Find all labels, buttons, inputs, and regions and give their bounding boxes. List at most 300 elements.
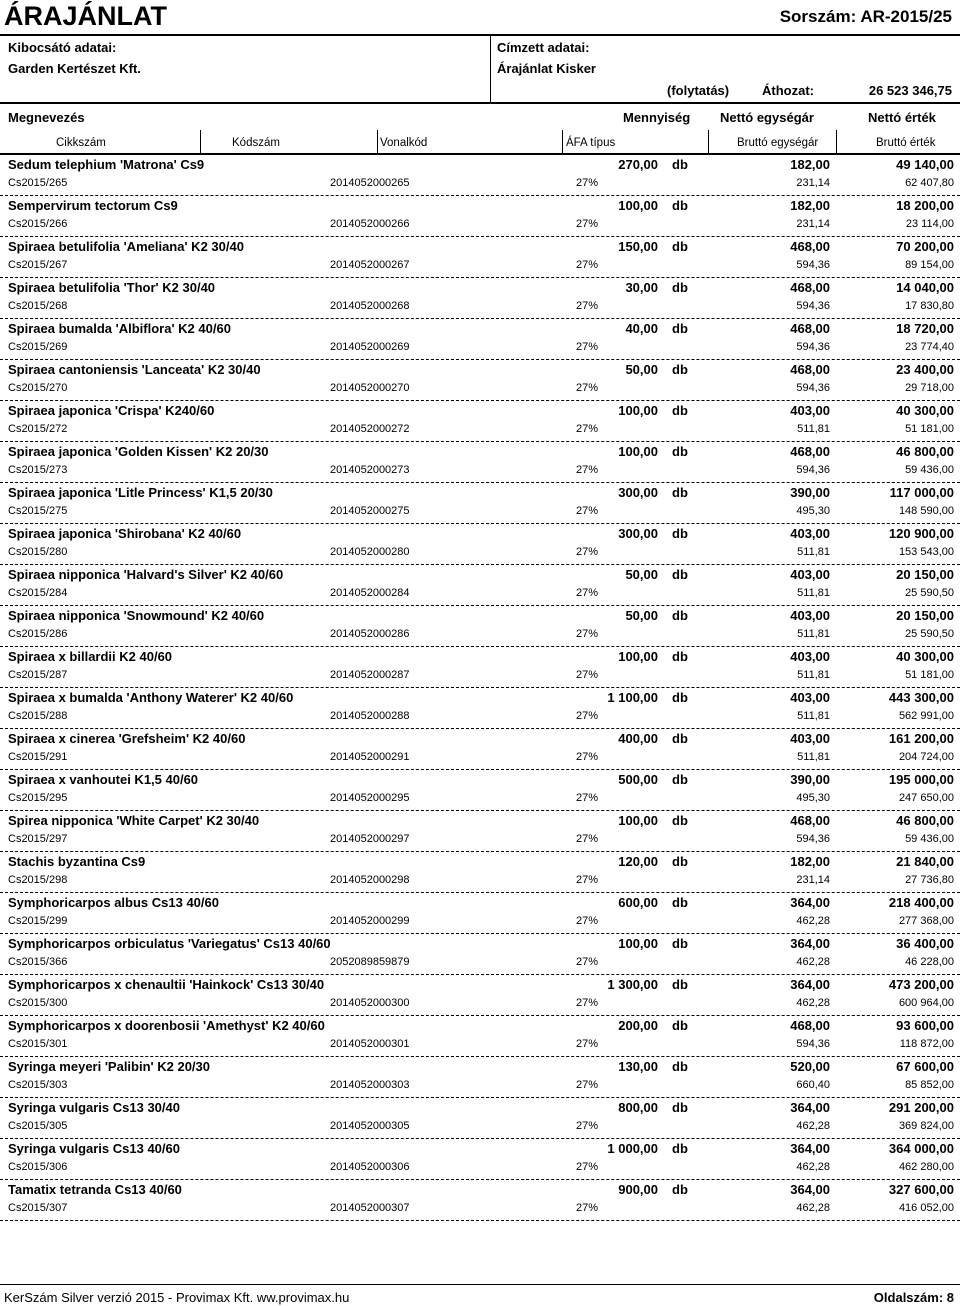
item-gross-total: 23 774,40	[905, 341, 954, 353]
document-title: ÁRAJÁNLAT	[4, 1, 167, 31]
item-barcode: 2014052000270	[330, 382, 410, 394]
item-quantity: 600,00	[618, 895, 658, 910]
item-quantity: 200,00	[618, 1018, 658, 1033]
item-name: Spiraea nipponica 'Halvard's Silver' K2 40/60	[8, 567, 284, 582]
item-gross-total: 29 718,00	[905, 382, 954, 394]
issuer-name: Garden Kertészet Kft.	[8, 61, 141, 76]
item-vat: 27%	[576, 669, 599, 681]
item-barcode: 2014052000306	[330, 1161, 410, 1173]
item-net-unit-price: 468,00	[790, 813, 830, 828]
item-quantity: 270,00	[618, 157, 658, 172]
item-net-total: 18 200,00	[896, 198, 954, 213]
item-detail-row	[0, 380, 960, 401]
item-gross-unit-price: 660,40	[796, 1079, 830, 1091]
item-name: Symphoricarpos x chenaultii 'Hainkock' Cs13 30/40	[8, 977, 325, 992]
item-gross-total: 25 590,50	[905, 587, 954, 599]
item-barcode: 2014052000280	[330, 546, 410, 558]
item-name: Stachis byzantina Cs9	[8, 854, 146, 869]
item-net-unit-price: 364,00	[790, 1100, 830, 1115]
header-divider	[490, 35, 491, 103]
item-quantity: 1 300,00	[607, 977, 658, 992]
item-row	[0, 688, 960, 708]
item-vat: 27%	[576, 382, 599, 394]
item-row	[0, 606, 960, 626]
item-gross-unit-price: 594,36	[796, 300, 830, 312]
item-net-unit-price: 364,00	[790, 895, 830, 910]
item-detail-row	[0, 749, 960, 770]
footer-software: KerSzám Silver verzió 2015 - Provimax Kft. ww.provimax.hu	[4, 1290, 350, 1305]
item-row	[0, 442, 960, 462]
item-row	[0, 401, 960, 421]
item-gross-total: 562 991,00	[898, 710, 954, 722]
item-gross-unit-price: 594,36	[796, 464, 830, 476]
item-gross-total: 277 368,00	[898, 915, 954, 927]
item-row	[0, 319, 960, 339]
item-detail-row	[0, 585, 960, 606]
item-vat: 27%	[576, 1038, 599, 1050]
item-vat: 27%	[576, 833, 599, 845]
header-rule-top	[0, 34, 960, 36]
item-net-unit-price: 403,00	[790, 403, 830, 418]
item-code: Cs2015/267	[8, 259, 68, 271]
item-net-total: 21 840,00	[896, 854, 954, 869]
carry-value: 26 523 346,75	[868, 83, 952, 98]
item-net-unit-price: 468,00	[790, 239, 830, 254]
item-vat: 27%	[576, 341, 599, 353]
item-detail-row	[0, 257, 960, 278]
item-vat: 27%	[576, 218, 599, 230]
item-code: Cs2015/300	[8, 997, 68, 1009]
item-net-unit-price: 364,00	[790, 936, 830, 951]
item-row	[0, 237, 960, 257]
item-row	[0, 729, 960, 749]
item-detail-row	[0, 544, 960, 565]
item-unit: db	[672, 198, 688, 213]
item-net-total: 49 140,00	[896, 157, 954, 172]
item-gross-total: 27 736,80	[905, 874, 954, 886]
item-detail-row	[0, 667, 960, 688]
issuer-label: Kibocsátó adatai:	[8, 40, 117, 55]
item-barcode: 2014052000307	[330, 1202, 410, 1214]
item-detail-row	[0, 503, 960, 524]
item-barcode: 2014052000266	[330, 218, 410, 230]
recipient-name: Árajánlat Kisker	[497, 61, 596, 76]
item-quantity: 50,00	[625, 362, 658, 377]
item-code: Cs2015/366	[8, 956, 68, 968]
col-divider	[377, 130, 378, 154]
item-gross-unit-price: 594,36	[796, 259, 830, 271]
item-vat: 27%	[576, 915, 599, 927]
item-net-total: 120 900,00	[888, 526, 954, 541]
item-gross-total: 46 228,00	[905, 956, 954, 968]
item-net-unit-price: 403,00	[790, 526, 830, 541]
item-net-total: 473 200,00	[888, 977, 954, 992]
item-code: Cs2015/297	[8, 833, 68, 845]
item-unit: db	[672, 485, 688, 500]
item-name: Syringa meyeri 'Palibin' K2 20/30	[8, 1059, 211, 1074]
item-code: Cs2015/273	[8, 464, 68, 476]
item-net-unit-price: 468,00	[790, 444, 830, 459]
item-net-total: 18 720,00	[896, 321, 954, 336]
item-vat: 27%	[576, 710, 599, 722]
item-quantity: 1 100,00	[607, 690, 658, 705]
item-detail-row	[0, 790, 960, 811]
item-quantity: 400,00	[618, 731, 658, 746]
item-gross-unit-price: 462,28	[796, 997, 830, 1009]
item-gross-total: 148 590,00	[898, 505, 954, 517]
item-barcode: 2014052000287	[330, 669, 410, 681]
col-name: Megnevezés	[8, 110, 85, 125]
item-gross-unit-price: 495,30	[796, 792, 830, 804]
item-detail-row	[0, 626, 960, 647]
item-vat: 27%	[576, 874, 599, 886]
item-gross-unit-price: 462,28	[796, 1120, 830, 1132]
item-name: Syringa vulgaris Cs13 40/60	[8, 1141, 180, 1156]
item-code: Cs2015/301	[8, 1038, 68, 1050]
item-net-unit-price: 468,00	[790, 1018, 830, 1033]
item-detail-row	[0, 216, 960, 237]
item-gross-total: 600 964,00	[898, 997, 954, 1009]
item-unit: db	[672, 690, 688, 705]
item-net-unit-price: 403,00	[790, 690, 830, 705]
item-quantity: 150,00	[618, 239, 658, 254]
item-quantity: 100,00	[618, 813, 658, 828]
item-barcode: 2014052000299	[330, 915, 410, 927]
item-quantity: 30,00	[625, 280, 658, 295]
continued-label: (folytatás)	[667, 83, 730, 98]
item-vat: 27%	[576, 1120, 599, 1132]
item-gross-total: 62 407,80	[905, 177, 954, 189]
item-unit: db	[672, 526, 688, 541]
item-gross-total: 59 436,00	[905, 464, 954, 476]
item-gross-unit-price: 594,36	[796, 833, 830, 845]
item-gross-unit-price: 511,81	[797, 628, 830, 640]
item-quantity: 100,00	[618, 936, 658, 951]
item-quantity: 100,00	[618, 403, 658, 418]
item-unit: db	[672, 772, 688, 787]
item-quantity: 100,00	[618, 198, 658, 213]
carry-label: Áthozat:	[762, 83, 814, 98]
item-unit: db	[672, 1100, 688, 1115]
item-net-total: 195 000,00	[888, 772, 954, 787]
item-net-total: 218 400,00	[888, 895, 954, 910]
item-gross-total: 153 543,00	[898, 546, 954, 558]
item-row	[0, 811, 960, 831]
item-gross-unit-price: 594,36	[796, 341, 830, 353]
item-name: Sedum telephium 'Matrona' Cs9	[8, 157, 205, 172]
item-barcode: 2014052000265	[330, 177, 410, 189]
item-net-total: 67 600,00	[896, 1059, 954, 1074]
item-unit: db	[672, 403, 688, 418]
item-detail-row	[0, 708, 960, 729]
item-barcode: 2014052000273	[330, 464, 410, 476]
item-row	[0, 770, 960, 790]
item-unit: db	[672, 1182, 688, 1197]
item-row	[0, 852, 960, 872]
item-code: Cs2015/295	[8, 792, 68, 804]
item-row	[0, 934, 960, 954]
item-gross-unit-price: 511,81	[797, 751, 830, 763]
item-gross-unit-price: 462,28	[796, 915, 830, 927]
item-net-total: 36 400,00	[896, 936, 954, 951]
item-net-total: 443 300,00	[888, 690, 954, 705]
item-gross-unit-price: 511,81	[797, 546, 830, 558]
item-net-total: 70 200,00	[896, 239, 954, 254]
item-vat: 27%	[576, 1161, 599, 1173]
item-detail-row	[0, 298, 960, 319]
item-vat: 27%	[576, 259, 599, 271]
item-quantity: 120,00	[618, 854, 658, 869]
item-barcode: 2014052000269	[330, 341, 410, 353]
item-vat: 27%	[576, 300, 599, 312]
item-net-unit-price: 403,00	[790, 649, 830, 664]
item-vat: 27%	[576, 505, 599, 517]
item-row	[0, 278, 960, 298]
item-code: Cs2015/266	[8, 218, 68, 230]
item-unit: db	[672, 813, 688, 828]
item-gross-total: 204 724,00	[898, 751, 954, 763]
item-gross-unit-price: 462,28	[796, 1161, 830, 1173]
item-vat: 27%	[576, 1079, 599, 1091]
item-name: Spiraea betulifolia 'Ameliana' K2 30/40	[8, 239, 244, 254]
item-unit: db	[672, 1141, 688, 1156]
item-barcode: 2052089859879	[330, 956, 410, 968]
item-code: Cs2015/298	[8, 874, 68, 886]
item-code: Cs2015/269	[8, 341, 68, 353]
item-barcode: 2014052000272	[330, 423, 410, 435]
item-net-unit-price: 403,00	[790, 567, 830, 582]
item-gross-unit-price: 462,28	[796, 956, 830, 968]
col-net-total: Nettó érték	[868, 110, 936, 125]
item-barcode: 2014052000284	[330, 587, 410, 599]
item-quantity: 50,00	[625, 567, 658, 582]
item-gross-unit-price: 231,14	[796, 177, 830, 189]
item-gross-unit-price: 594,36	[796, 382, 830, 394]
item-name: Spiraea x vanhoutei K1,5 40/60	[8, 772, 199, 787]
item-gross-total: 247 650,00	[898, 792, 954, 804]
col-divider	[562, 130, 563, 154]
item-row	[0, 483, 960, 503]
col-vat: ÁFA típus	[566, 137, 616, 149]
item-row	[0, 1180, 960, 1200]
item-vat: 27%	[576, 997, 599, 1009]
col-divider	[200, 130, 201, 154]
item-net-total: 327 600,00	[888, 1182, 954, 1197]
item-net-unit-price: 468,00	[790, 321, 830, 336]
item-row	[0, 1057, 960, 1077]
item-net-unit-price: 390,00	[790, 485, 830, 500]
item-code: Cs2015/287	[8, 669, 68, 681]
item-detail-row	[0, 175, 960, 196]
item-net-unit-price: 468,00	[790, 280, 830, 295]
item-gross-unit-price: 495,30	[796, 505, 830, 517]
item-barcode: 2014052000286	[330, 628, 410, 640]
item-net-unit-price: 403,00	[790, 608, 830, 623]
item-quantity: 130,00	[618, 1059, 658, 1074]
item-vat: 27%	[576, 177, 599, 189]
item-vat: 27%	[576, 628, 599, 640]
item-barcode: 2014052000301	[330, 1038, 410, 1050]
item-net-unit-price: 182,00	[790, 157, 830, 172]
item-gross-unit-price: 511,81	[797, 587, 830, 599]
item-name: Symphoricarpos x doorenbosii 'Amethyst' K2 40/60	[8, 1018, 325, 1033]
item-gross-unit-price: 231,14	[796, 874, 830, 886]
item-code: Cs2015/291	[8, 751, 68, 763]
item-row	[0, 893, 960, 913]
item-row	[0, 1139, 960, 1159]
footer-rule	[0, 1284, 960, 1285]
item-name: Symphoricarpos orbiculatus 'Variegatus' Cs13 40/60	[8, 936, 331, 951]
item-vat: 27%	[576, 1202, 599, 1214]
item-detail-row	[0, 831, 960, 852]
item-code: Cs2015/288	[8, 710, 68, 722]
item-detail-row	[0, 462, 960, 483]
item-quantity: 100,00	[618, 444, 658, 459]
item-unit: db	[672, 731, 688, 746]
item-gross-total: 118 872,00	[899, 1038, 954, 1050]
item-net-unit-price: 182,00	[790, 198, 830, 213]
item-gross-unit-price: 231,14	[796, 218, 830, 230]
item-gross-total: 23 114,00	[905, 218, 954, 230]
item-row	[0, 524, 960, 544]
item-detail-row	[0, 872, 960, 893]
item-barcode: 2014052000267	[330, 259, 410, 271]
item-barcode: 2014052000297	[330, 833, 410, 845]
item-net-total: 14 040,00	[896, 280, 954, 295]
item-name: Syringa vulgaris Cs13 30/40	[8, 1100, 180, 1115]
item-net-total: 40 300,00	[896, 403, 954, 418]
item-code: Cs2015/270	[8, 382, 68, 394]
item-name: Spiraea betulifolia 'Thor' K2 30/40	[8, 280, 216, 295]
item-row	[0, 155, 960, 175]
item-unit: db	[672, 362, 688, 377]
col-gross-total: Bruttó érték	[876, 137, 936, 149]
item-detail-row	[0, 1036, 960, 1057]
item-quantity: 900,00	[618, 1182, 658, 1197]
item-row	[0, 196, 960, 216]
item-unit: db	[672, 321, 688, 336]
item-quantity: 800,00	[618, 1100, 658, 1115]
item-gross-unit-price: 511,81	[797, 423, 830, 435]
item-barcode: 2014052000298	[330, 874, 410, 886]
item-name: Spiraea bumalda 'Albiflora' K2 40/60	[8, 321, 231, 336]
item-unit: db	[672, 239, 688, 254]
item-quantity: 500,00	[618, 772, 658, 787]
item-net-total: 20 150,00	[896, 567, 954, 582]
item-net-unit-price: 390,00	[790, 772, 830, 787]
item-name: Sempervirum tectorum Cs9	[8, 198, 178, 213]
item-row	[0, 1098, 960, 1118]
item-vat: 27%	[576, 792, 599, 804]
item-row	[0, 647, 960, 667]
item-detail-row	[0, 339, 960, 360]
item-row	[0, 975, 960, 995]
col-gross-unit: Bruttó egységár	[737, 137, 819, 149]
item-net-unit-price: 364,00	[790, 1182, 830, 1197]
col-qty: Mennyiség	[623, 110, 691, 125]
item-name: Spiraea x bumalda 'Anthony Waterer' K2 40/60	[8, 690, 294, 705]
item-code: Cs2015/265	[8, 177, 68, 189]
item-gross-total: 59 436,00	[905, 833, 954, 845]
item-name: Spirea nipponica 'White Carpet' K2 30/40	[8, 813, 260, 828]
item-gross-total: 51 181,00	[905, 669, 954, 681]
recipient-label: Címzett adatai:	[497, 40, 590, 55]
item-detail-row	[0, 1200, 960, 1221]
item-net-total: 117 000,00	[889, 485, 954, 500]
item-gross-total: 462 280,00	[898, 1161, 954, 1173]
item-gross-total: 51 181,00	[905, 423, 954, 435]
item-barcode: 2014052000305	[330, 1120, 410, 1132]
item-vat: 27%	[576, 423, 599, 435]
item-name: Spiraea cantoniensis 'Lanceata' K2 30/40	[8, 362, 261, 377]
item-detail-row	[0, 1077, 960, 1098]
item-detail-row	[0, 421, 960, 442]
item-net-unit-price: 364,00	[790, 1141, 830, 1156]
item-barcode: 2014052000303	[330, 1079, 410, 1091]
item-net-total: 161 200,00	[888, 731, 954, 746]
item-net-unit-price: 520,00	[790, 1059, 830, 1074]
item-vat: 27%	[576, 464, 599, 476]
item-barcode: 2014052000288	[330, 710, 410, 722]
item-net-total: 46 800,00	[896, 444, 954, 459]
item-unit: db	[672, 977, 688, 992]
header-rule-mid	[0, 102, 960, 104]
item-row	[0, 565, 960, 585]
item-net-total: 23 400,00	[896, 362, 954, 377]
item-barcode: 2014052000275	[330, 505, 410, 517]
item-gross-total: 17 830,80	[905, 300, 954, 312]
item-gross-total: 416 052,00	[898, 1202, 954, 1214]
item-unit: db	[672, 936, 688, 951]
item-detail-row	[0, 1118, 960, 1139]
item-name: Spiraea japonica 'Shirobana' K2 40/60	[8, 526, 242, 541]
item-quantity: 300,00	[618, 526, 658, 541]
item-net-total: 93 600,00	[896, 1018, 954, 1033]
item-code: Cs2015/305	[8, 1120, 68, 1132]
item-net-unit-price: 182,00	[790, 854, 830, 869]
col-divider	[836, 130, 837, 154]
item-row	[0, 360, 960, 380]
item-gross-total: 369 824,00	[898, 1120, 954, 1132]
col-divider	[708, 130, 709, 154]
item-name: Spiraea nipponica 'Snowmound' K2 40/60	[8, 608, 265, 623]
item-name: Spiraea japonica 'Crispa' K240/60	[8, 403, 215, 418]
item-vat: 27%	[576, 956, 599, 968]
item-code: Cs2015/280	[8, 546, 68, 558]
item-code: Cs2015/272	[8, 423, 68, 435]
item-net-total: 46 800,00	[896, 813, 954, 828]
item-vat: 27%	[576, 546, 599, 558]
item-gross-total: 25 590,50	[905, 628, 954, 640]
item-unit: db	[672, 608, 688, 623]
item-code: Cs2015/275	[8, 505, 68, 517]
item-code: Cs2015/303	[8, 1079, 68, 1091]
item-code: Cs2015/286	[8, 628, 68, 640]
item-gross-unit-price: 511,81	[797, 669, 830, 681]
item-unit: db	[672, 854, 688, 869]
item-gross-unit-price: 594,36	[796, 1038, 830, 1050]
item-name: Spiraea x cinerea 'Grefsheim' K2 40/60	[8, 731, 246, 746]
item-unit: db	[672, 444, 688, 459]
serial-number: Sorszám: AR-2015/25	[779, 7, 952, 26]
col-code: Kódszám	[232, 137, 280, 149]
item-name: Symphoricarpos albus Cs13 40/60	[8, 895, 219, 910]
item-net-unit-price: 403,00	[790, 731, 830, 746]
item-detail-row	[0, 913, 960, 934]
item-quantity: 40,00	[625, 321, 658, 336]
item-gross-unit-price: 511,81	[797, 710, 830, 722]
item-code: Cs2015/284	[8, 587, 68, 599]
